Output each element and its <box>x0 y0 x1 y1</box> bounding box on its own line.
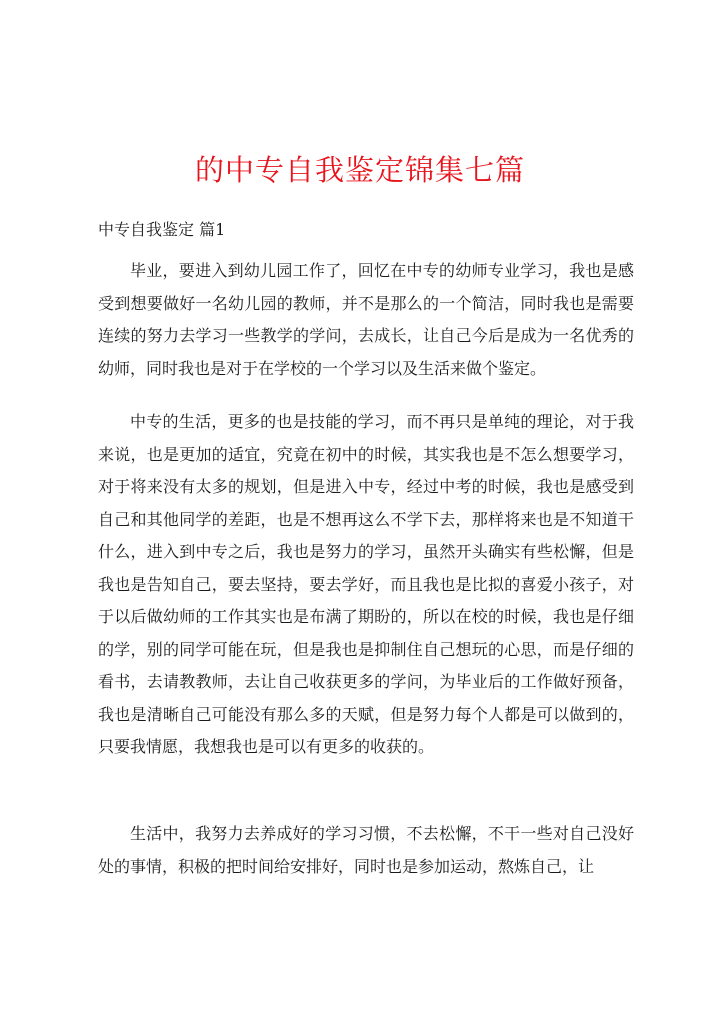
document-title: 的中专自我鉴定锦集七篇 <box>194 153 525 187</box>
paragraph-2: 中专的生活，更多的也是技能的学习，而不再只是单纯的理论，对于我来说，也是更加的适宜，究竟在初中的时候，其实我也是不怎么想要学习，对于将来没有太多的规划，但是进入中专，经过中考的时候，我也是感受到自己和其他同学的差距，也是不想再这么不学下去，那样将来也是不知道干什么，进入到中专之后，我也是努力的学习，虽然开头确实有些松懈，但是我也是告知自己，要去坚持，要去学好，而且我也是比拟的喜爱小孩子，对于以后做幼师的工作其实也是布满了期盼的，所以在校的时候，我也是仔细的学，别的同学可能在玩，但是我也是抑制住自己想玩的心思，而是仔细的看书，去请教教师，去让自己收获更多的学问，为毕业后的工作做好预备，我也是清晰自己可能没有那么多的天赋，但是努力每个人都是可以做到的，只要我情愿，我想我也是可以有更多的收获的。 <box>98 412 634 756</box>
paragraph-1: 毕业，要进入到幼儿园工作了，回忆在中专的幼师专业学习，我也是感受到想要做好一名幼儿园的教师，并不是那么的一个简洁，同时我也是需要连续的努力去学习一些教学的学问，去成长，让自己今后是成为一名优秀的幼师，同时我也是对于在学校的一个学习以及生活来做个鉴定。 <box>98 261 634 378</box>
section-heading: 中专自我鉴定 篇1 <box>98 220 226 239</box>
paragraph-3: 生活中，我努力去养成好的学习习惯，不去松懈，不干一些对自己没好处的事情，积极的把时间给安排好，同时也是参加运动，熬炼自己，让 <box>98 824 634 876</box>
